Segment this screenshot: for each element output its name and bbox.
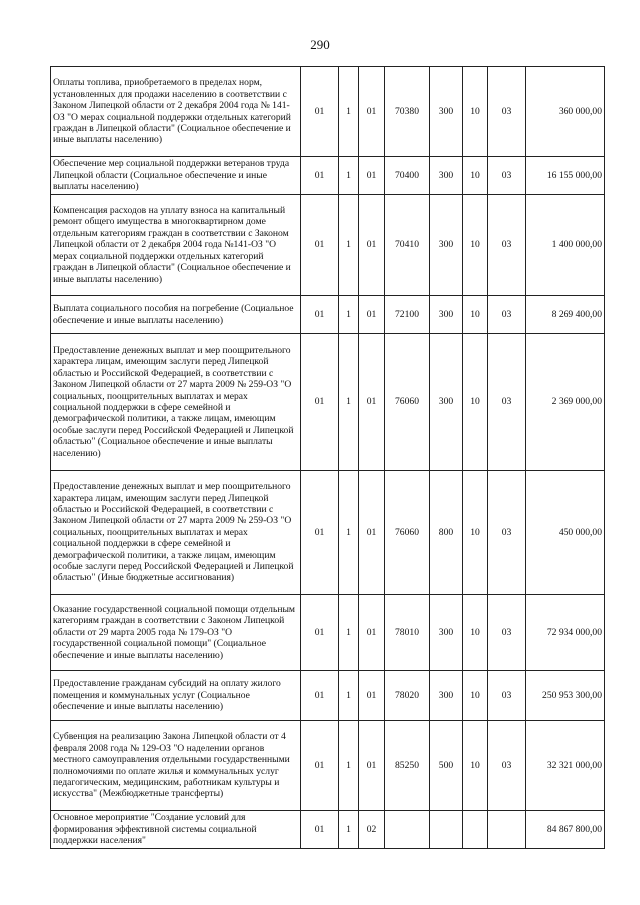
page-number: 290 — [310, 37, 330, 52]
code-section: 10 — [463, 157, 488, 195]
table-row — [51, 671, 605, 721]
budget-table — [50, 66, 605, 849]
code-subprogram: 1 — [339, 721, 359, 811]
code-program: 01 — [301, 721, 339, 811]
code-section: 10 — [463, 595, 488, 671]
amount: 16 155 000,00 — [526, 157, 605, 195]
code-subsection: 03 — [488, 671, 526, 721]
row-description: Выплата социального пособия на погребение (Социальное обеспечение и иные выплаты населению) — [51, 296, 301, 334]
code-subprogram: 1 — [339, 595, 359, 671]
code-expense-type: 300 — [430, 334, 463, 471]
code-activity: 01 — [359, 195, 385, 296]
table-row — [51, 811, 605, 849]
code-expense-type: 300 — [430, 157, 463, 195]
code-expense-type: 500 — [430, 721, 463, 811]
row-description: Предоставление денежных выплат и мер поощрительного характера лицам, имеющим заслуги перед Липецкой областью и Российской Федерацией, в соответствии с Законом Липецкой области от 27 марта 2009 № 259-ОЗ "О социальных, поощрительных выплатах и мерах социальной поддержки в сфере семейной и демографической политики, а также лицам, имеющим особые заслуги перед Российской Федерацией и Липецкой областью" (Социальное обеспечение и иные выплаты населению) — [51, 334, 301, 471]
code-program: 01 — [301, 296, 339, 334]
code-expense-type: 300 — [430, 671, 463, 721]
table-row — [51, 67, 605, 157]
code-direction: 70400 — [385, 157, 430, 195]
code-direction: 72100 — [385, 296, 430, 334]
row-description: Предоставление денежных выплат и мер поощрительного характера лицам, имеющим заслуги перед Липецкой областью и Российской Федерацией, в соответствии с Законом Липецкой области от 27 марта 2009 № 259-ОЗ "О социальных, поощрительных выплатах и мерах социальной поддержки в сфере семейной и демографической политики, а также лицам, имеющим особые заслуги перед Российской Федерацией и Липецкой областью" (Иные бюджетные ассигнования) — [51, 471, 301, 595]
row-description: Основное мероприятие "Создание условий для формирования эффективной системы социальной поддержки населения" — [51, 811, 301, 849]
code-section: 10 — [463, 471, 488, 595]
code-program: 01 — [301, 157, 339, 195]
row-description: Компенсация расходов на уплату взноса на капитальный ремонт общего имущества в многоквартирном доме отдельным категориям граждан в соответствии с Законом Липецкой области от 2 декабря 2004 года №141-ОЗ "О мерах социальной поддержки отдельных категорий граждан в Липецкой области" (Социальное обеспечение и иные выплаты населению) — [51, 195, 301, 296]
code-subsection: 03 — [488, 595, 526, 671]
code-section: 10 — [463, 671, 488, 721]
code-subprogram: 1 — [339, 334, 359, 471]
code-subsection: 03 — [488, 721, 526, 811]
amount: 1 400 000,00 — [526, 195, 605, 296]
table-row — [51, 296, 605, 334]
row-description: Оказание государственной социальной помощи отдельным категориям граждан в соответствии с Законом Липецкой области от 29 марта 2005 года № 179-ОЗ "О государственной социальной помощи" (Социальное обеспечение и иные выплаты населению) — [51, 595, 301, 671]
code-section: 10 — [463, 67, 488, 157]
code-expense-type — [430, 811, 463, 849]
code-activity: 01 — [359, 721, 385, 811]
table-row — [51, 471, 605, 595]
code-direction: 78010 — [385, 595, 430, 671]
amount: 72 934 000,00 — [526, 595, 605, 671]
code-subsection: 03 — [488, 471, 526, 595]
code-program: 01 — [301, 195, 339, 296]
code-direction: 85250 — [385, 721, 430, 811]
code-activity: 01 — [359, 671, 385, 721]
code-activity: 01 — [359, 296, 385, 334]
table-row — [51, 595, 605, 671]
code-section: 10 — [463, 334, 488, 471]
amount: 84 867 800,00 — [526, 811, 605, 849]
code-activity: 01 — [359, 471, 385, 595]
code-activity: 01 — [359, 67, 385, 157]
code-subsection: 03 — [488, 67, 526, 157]
code-subprogram: 1 — [339, 811, 359, 849]
code-direction: 70380 — [385, 67, 430, 157]
code-expense-type: 300 — [430, 195, 463, 296]
code-activity: 01 — [359, 595, 385, 671]
table-row — [51, 157, 605, 195]
code-program: 01 — [301, 811, 339, 849]
row-description: Обеспечение мер социальной поддержки ветеранов труда Липецкой области (Социальное обеспечение и иные выплаты населению) — [51, 157, 301, 195]
code-activity: 01 — [359, 157, 385, 195]
table-row — [51, 721, 605, 811]
amount: 450 000,00 — [526, 471, 605, 595]
code-direction: 76060 — [385, 471, 430, 595]
code-program: 01 — [301, 671, 339, 721]
code-expense-type: 800 — [430, 471, 463, 595]
code-subsection: 03 — [488, 334, 526, 471]
code-section: 10 — [463, 296, 488, 334]
amount: 8 269 400,00 — [526, 296, 605, 334]
code-expense-type: 300 — [430, 595, 463, 671]
amount: 32 321 000,00 — [526, 721, 605, 811]
table-row — [51, 195, 605, 296]
code-direction: 78020 — [385, 671, 430, 721]
amount: 250 953 300,00 — [526, 671, 605, 721]
code-program: 01 — [301, 334, 339, 471]
code-subsection: 03 — [488, 157, 526, 195]
code-activity: 02 — [359, 811, 385, 849]
code-section: 10 — [463, 721, 488, 811]
table-row — [51, 334, 605, 471]
code-subprogram: 1 — [339, 296, 359, 334]
amount: 360 000,00 — [526, 67, 605, 157]
code-expense-type: 300 — [430, 67, 463, 157]
code-section: 10 — [463, 195, 488, 296]
row-description: Предоставление гражданам субсидий на оплату жилого помещения и коммунальных услуг (Социальное обеспечение и иные выплаты населению) — [51, 671, 301, 721]
code-subsection: 03 — [488, 195, 526, 296]
code-subprogram: 1 — [339, 471, 359, 595]
code-subsection: 03 — [488, 296, 526, 334]
code-subprogram: 1 — [339, 195, 359, 296]
row-description: Оплаты топлива, приобретаемого в пределах норм, установленных для продажи населению в соответствии с Законом Липецкой области от 2 декабря 2004 года № 141-ОЗ "О мерах социальной поддержки отдельных категорий граждан в Липецкой области" (Социальное обеспечение и иные выплаты населению) — [51, 67, 301, 157]
code-section — [463, 811, 488, 849]
code-program: 01 — [301, 595, 339, 671]
code-direction: 76060 — [385, 334, 430, 471]
code-program: 01 — [301, 471, 339, 595]
code-activity: 01 — [359, 334, 385, 471]
code-subprogram: 1 — [339, 67, 359, 157]
code-subsection — [488, 811, 526, 849]
code-subprogram: 1 — [339, 671, 359, 721]
row-description: Субвенция на реализацию Закона Липецкой области от 4 февраля 2008 года № 129-ОЗ "О наделении органов местного самоуправления отдельными государственными полномочиями по оплате жилья и коммунальных услуг педагогическим, медицинским, работникам культуры и искусства" (Межбюджетные трансферты) — [51, 721, 301, 811]
code-subprogram: 1 — [339, 157, 359, 195]
code-direction: 70410 — [385, 195, 430, 296]
code-expense-type: 300 — [430, 296, 463, 334]
amount: 2 369 000,00 — [526, 334, 605, 471]
code-program: 01 — [301, 67, 339, 157]
code-direction — [385, 811, 430, 849]
